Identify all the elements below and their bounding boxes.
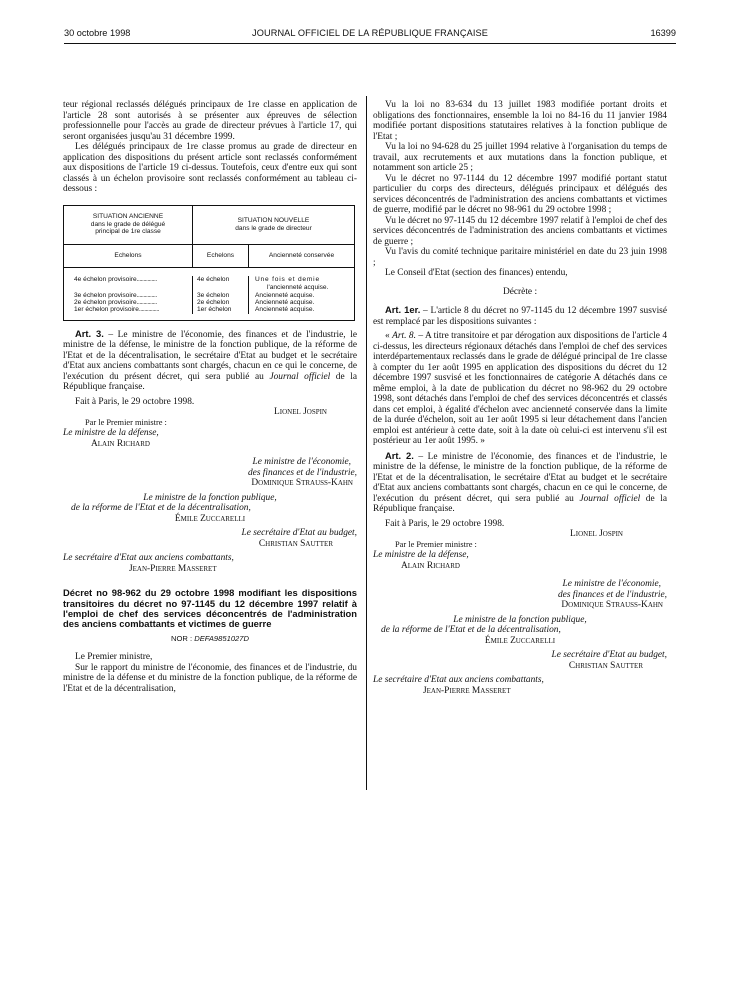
cell-new: 2e échelon [193,299,249,306]
article-8-quote [373,331,667,447]
signatory-name: Alain Richard [401,560,460,571]
table-row [64,276,354,292]
left-column [63,100,357,694]
header-rule [64,43,676,44]
table-row [64,292,354,299]
signatory-title: des finances et de l'industrie, [247,467,357,478]
signatory-title: Le ministre de la défense, [373,550,469,560]
cell-anciennete: l'ancienneté acquise. [267,283,329,291]
decret-title: Décret no 98-962 du 29 octobre 1998 modifiant les dispositions transitoires du décret no 97-1145 du 12 décembre 1997 relatif à l'emploi de chef des services déconcentrés de l'administration des anciens combattants et victimes de guerre [63,587,357,630]
signatory-name: Alain Richard [91,438,150,449]
table-row [64,306,354,313]
cell-anciennete: Ancienneté acquise. [255,306,315,314]
signature-pm: Lionel Jospin [274,407,327,418]
signatory-title: des finances et de l'industrie, [557,589,667,600]
page-header [64,28,676,42]
article-1 [373,305,667,327]
article-text: de la République française. [63,371,357,393]
signatory-name: Christian Sautter [258,538,333,549]
article-2 [373,451,667,515]
cell-new: 3e échelon [193,292,249,299]
table-header-old [64,206,193,244]
header-date: 30 octobre 1998 [64,28,131,38]
visa: Vu l'avis du comité technique paritaire ministériel en date du 23 juin 1998 ; [373,247,667,268]
header-old-sub: dans le grade de délégué [90,220,166,228]
cell-anciennete: Ancienneté acquise. [255,298,315,306]
leader-dots: ............... [136,291,157,299]
conseil-etat: Le Conseil d'Etat (section des finances) entendu, [385,268,568,278]
header-journal-title: JOURNAL OFFICIEL DE LA RÉPUBLIQUE FRANÇAISE [252,28,488,38]
journal-officiel-ref: Journal officiel [579,493,641,504]
subheader-echelons-old: Echelons [64,245,193,267]
signatory-title: Le secrétaire d'Etat au budget, [551,650,667,660]
reclassement-table [63,205,355,321]
column-divider [366,96,367,790]
table-header-new [193,206,354,244]
article-text: – Le ministre de l'économie, des finances et de l'industrie, le ministre de la défense, le ministre de la fonction publique, de la réforme de l'Etat et de la décentralisation, le secrétaire d'Etat au budget et le secrétaire d'Etat aux anciens combattants sont chargés, chacun en ce qui le concerne, de l'exécution du présent décret, qui sera publié au [63,329,357,382]
right-column [373,100,667,696]
journal-officiel-ref: Journal officiel [269,371,331,382]
article-label: Art. 8. [392,331,416,341]
nor-code: DEFA9851027D [194,633,249,643]
signatory-title: Le ministre de la fonction publique, [143,492,277,503]
paragraph: Sur le rapport du ministre de l'économie, des finances et de l'industrie, du ministre de la défense et du ministre de la fonction publique, de la réforme de l'Etat et de la décentralisation, [63,662,357,694]
article-label: Art. 2. [385,449,414,461]
decrete: Décrète : [502,286,538,297]
cell-old: 4e échelon provisoire [74,275,137,283]
premier-ministre: Le Premier ministre, [75,652,153,663]
par-le-premier-ministre: Par le Premier ministre : [85,417,167,427]
signature-pm: Lionel Jospin [570,529,623,539]
cell-new: 4e échelon [193,276,249,292]
cell-old: 2e échelon provisoire [74,298,137,306]
signatory-title: Le secrétaire d'Etat au budget, [241,528,357,539]
signatory-title: Le ministre de la fonction publique, [453,614,587,625]
article-label: Art. 1er. [385,304,421,315]
subheader-anciennete: Ancienneté conservée [268,251,335,259]
article-text: – A titre transitoire et par dérogation aux dispositions de l'article 4 ci-dessus, les directeurs régionaux détachés dans l'emploi de chef des services interdépartementaux reclassés dans le grade de délégué principal de 1re classe à compter du 1er août 1995 en application des dispositions du décret du 12 décembre 1997 susvisé et les fonctionnaires de catégorie A détachés dans ce même emploi, à la date de publication du décret no 98-962 du 29 octobre 1998, sont détachés dans l'emploi de chef des services déconcentrés et classés dans cet emploi, à égalité d'échelon avec ancienneté conservée dans la limite de la durée d'échelon, soit au 1er août 1995 si leur détachement dans l'ancien emploi est antérieur à cette date, soit à la date où celui-ci est intervenu s'il est postérieur au 1er août 1995. » [373,331,668,446]
signatory-title: Le secrétaire d'Etat aux anciens combattants, [373,675,544,685]
signatory-name: Dominique Strauss-Kahn [251,478,353,489]
nor-label: NOR : [171,633,195,643]
article-3 [63,329,357,393]
header-old-sub: principal de 1re classe [95,228,161,236]
fait-a-paris: Fait à Paris, le 29 octobre 1998. [75,396,195,407]
signatory-name: Émile Zuccarelli [174,513,246,524]
visa: Vu le décret no 97-1145 du 12 décembre 1997 relatif à l'emploi de chef des services déconcentrés de l'administration des anciens combattants et victimes de guerre ; [373,215,667,247]
cell-anciennete: Une fois et demie [255,275,320,283]
article-label: Art. 3. [75,327,104,339]
visa: Vu la loi no 83-634 du 13 juillet 1983 modifiée portant droits et obligations des fonctionnaires, ensemble la loi no 84-16 du 11 janvier 1984 modifiée portant dispositions statutaires relatives à la fonction publique de l'Etat ; [373,100,667,142]
header-page-number: 16399 [650,28,676,38]
leader-dots: ............... [138,306,159,314]
table-row [64,299,354,306]
cell-old: 3e échelon provisoire [74,291,137,299]
visa: Vu la loi no 94-628 du 25 juillet 1994 relative à l'organisation du temps de travail, aux recrutements et aux mutations dans la fonction publique, et notamment son article 25 ; [373,142,667,173]
signatory-title: de la réforme de l'Etat et de la décentralisation, [71,503,251,514]
par-le-premier-ministre: Par le Premier ministre : [395,539,477,549]
table-subheader-row [64,245,354,268]
table-header-row [64,206,354,245]
signatory-name: Christian Sautter [568,660,643,671]
cell-old: 1er échelon provisoire [74,306,139,314]
signatory-title: de la réforme de l'Etat et de la décentralisation, [381,625,561,635]
signatory-title: Le ministre de la défense, [63,428,159,439]
fait-a-paris: Fait à Paris, le 29 octobre 1998. [385,518,505,529]
signatory-name: Jean-Pierre Masseret [129,563,217,574]
visa: Vu le décret no 97-1144 du 12 décembre 1997 modifié portant statut particulier du corps des directeurs, délégués principaux et délégués des services déconcentrés de l'administration des anciens combattants et victimes de guerre, modifié par le décret no 98-961 du 29 octobre 1998 ; [373,173,667,215]
article-text: de la République française. [373,493,667,514]
cell-new: 1er échelon [193,306,249,313]
paragraph: Les délégués principaux de 1re classe promus au grade de directeur en application des dispositions du présent article sont reclassés conformément aux dispositions de l'article 19 ci-dessus. Toutefois, ceux d'entre eux qui sont classés à un échelon provisoire sont reclassés conformément au tableau ci-dessous : [63,142,357,194]
signatory-name: Jean-Pierre Masseret [423,685,511,696]
header-new-title: SITUATION NOUVELLE [237,217,310,225]
nor-reference [63,634,357,645]
quote-mark: « [385,331,393,341]
signatory-title: Le secrétaire d'Etat aux anciens combattants, [63,553,234,564]
signatory-name: Dominique Strauss-Kahn [561,600,663,610]
article-text: – Le ministre de l'économie, des finances et de l'industrie, le ministre de la défense, le ministre de la fonction publique, de la réforme de l'Etat et de la décentralisation, le secrétaire d'Etat au budget et le secrétaire d'Etat aux anciens combattants sont chargés, chacun en ce qui le concerne, de l'exécution du présent décret, qui sera publié au [373,451,667,504]
signatory-title: Le ministre de l'économie, [252,457,351,468]
signatory-title: Le ministre de l'économie, [562,579,661,589]
article-text: – L'article 8 du décret no 97-1145 du 12 décembre 1997 susvisé est remplacé par les dispositions suivantes : [373,306,667,327]
paragraph: teur régional reclassés délégués principaux de 1re classe en application de l'article 28 sont autorisés à se présenter aux épreuves de sélection professionnelle pour l'accès au grade de directeur prévues à l'article 17, qui seront organisées jusqu'au 31 décembre 1999. [63,100,357,142]
signatory-name: Émile Zuccarelli [484,635,556,646]
header-old-title: SITUATION ANCIENNE [92,213,164,221]
cell-anciennete: Ancienneté acquise. [255,291,315,299]
table-body [64,268,354,320]
leader-dots: ............... [136,275,157,283]
subheader-echelons-new: Echelons [193,245,249,267]
header-new-sub: dans le grade de directeur [235,224,312,232]
leader-dots: ............... [136,298,157,306]
